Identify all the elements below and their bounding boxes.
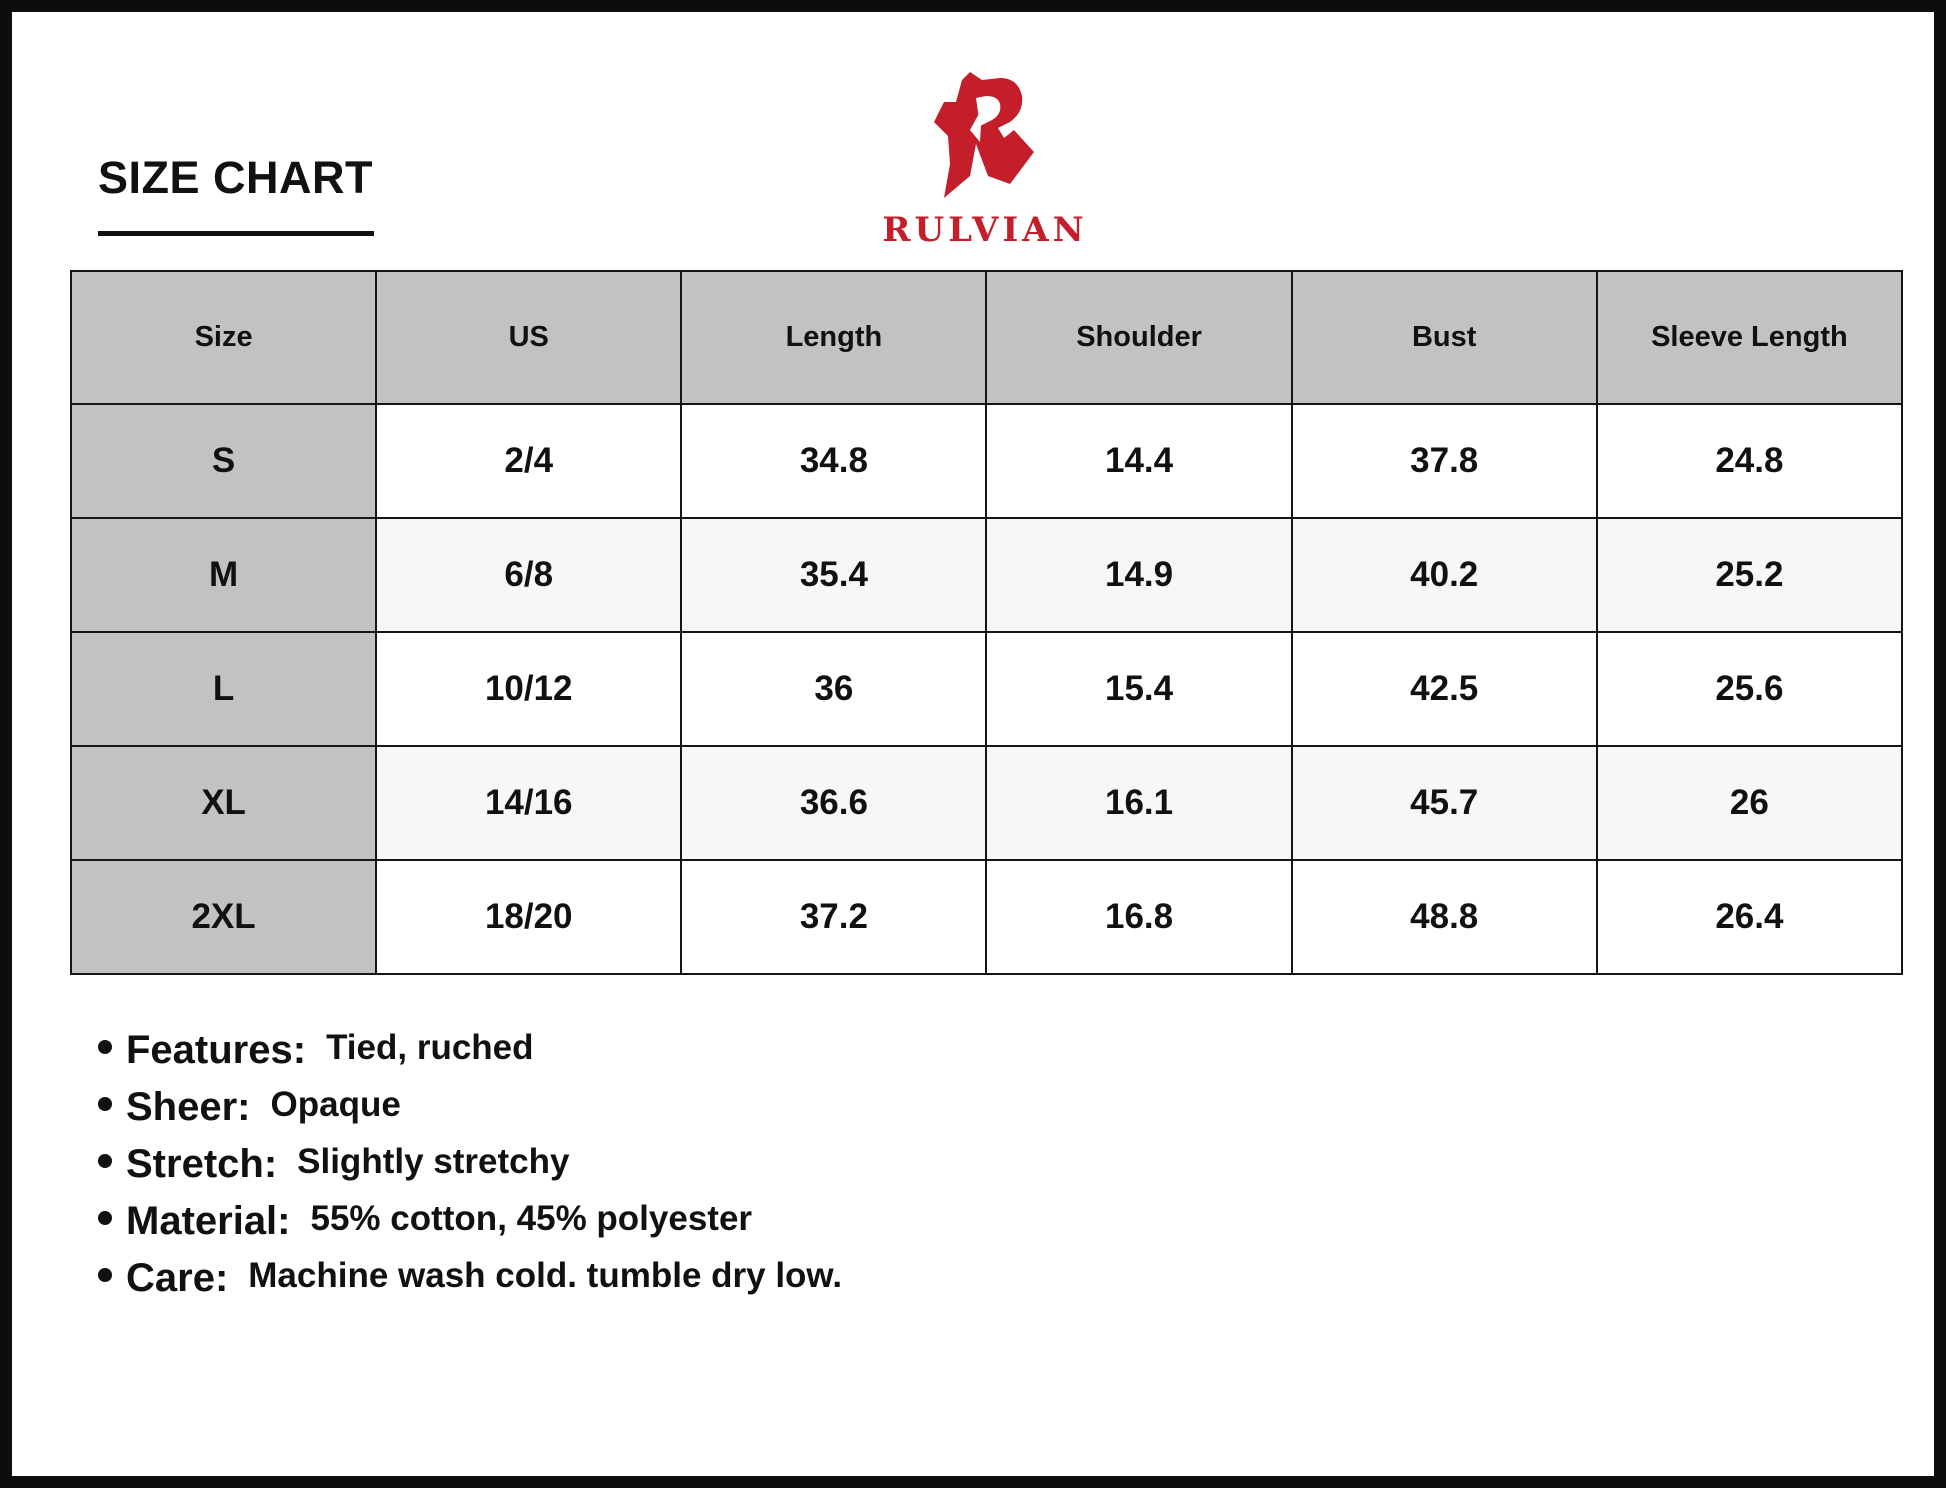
table-cell: 37.8 <box>1292 404 1597 518</box>
bullet-icon <box>98 1040 112 1054</box>
feature-value: 55% cotton, 45% polyester <box>310 1198 753 1238</box>
table-cell: 14/16 <box>376 746 681 860</box>
feature-value: Tied, ruched <box>326 1027 534 1067</box>
size-cell: XL <box>71 746 376 860</box>
size-table <box>70 270 1903 975</box>
table-row <box>71 860 1902 974</box>
table-cell: 36.6 <box>681 746 986 860</box>
table-cell: 15.4 <box>986 632 1291 746</box>
list-item <box>98 1136 842 1193</box>
table-row <box>71 518 1902 632</box>
table-cell: 26.4 <box>1597 860 1902 974</box>
bullet-icon <box>98 1154 112 1168</box>
column-header: Sleeve Length <box>1597 271 1902 404</box>
table-cell: 36 <box>681 632 986 746</box>
list-item <box>98 1022 842 1079</box>
table-cell: 14.9 <box>986 518 1291 632</box>
feature-label: Care: <box>126 1256 229 1300</box>
table-cell: 34.8 <box>681 404 986 518</box>
table-row <box>71 746 1902 860</box>
feature-label: Material: <box>126 1199 291 1243</box>
column-header: Size <box>71 271 376 404</box>
size-cell: 2XL <box>71 860 376 974</box>
brand-name: RULVIAN <box>882 210 1088 250</box>
feature-label: Sheer: <box>126 1085 251 1129</box>
table-cell: 42.5 <box>1292 632 1597 746</box>
table-cell: 45.7 <box>1292 746 1597 860</box>
size-cell: L <box>71 632 376 746</box>
feature-label: Stretch: <box>126 1142 278 1186</box>
bullet-icon <box>98 1268 112 1282</box>
table-row <box>71 632 1902 746</box>
table-header-row <box>71 271 1902 404</box>
size-cell: M <box>71 518 376 632</box>
size-cell: S <box>71 404 376 518</box>
feature-label: Features: <box>126 1028 307 1072</box>
feature-value: Machine wash cold. tumble dry low. <box>248 1255 843 1295</box>
table-cell: 10/12 <box>376 632 681 746</box>
table-cell: 6/8 <box>376 518 681 632</box>
table-cell: 16.1 <box>986 746 1291 860</box>
brand-logo <box>870 72 1100 250</box>
table-cell: 26 <box>1597 746 1902 860</box>
table-cell: 35.4 <box>681 518 986 632</box>
table-row <box>71 404 1902 518</box>
table-cell: 40.2 <box>1292 518 1597 632</box>
table-cell: 37.2 <box>681 860 986 974</box>
table-cell: 24.8 <box>1597 404 1902 518</box>
column-header: US <box>376 271 681 404</box>
column-header: Length <box>681 271 986 404</box>
table-cell: 14.4 <box>986 404 1291 518</box>
table-cell: 16.8 <box>986 860 1291 974</box>
table-cell: 25.2 <box>1597 518 1902 632</box>
list-item <box>98 1193 842 1250</box>
feature-value: Opaque <box>270 1084 401 1124</box>
rulvian-r-logo-icon <box>930 72 1042 198</box>
title-underline <box>98 231 374 236</box>
feature-value: Slightly stretchy <box>297 1141 570 1181</box>
table-cell: 2/4 <box>376 404 681 518</box>
table-cell: 48.8 <box>1292 860 1597 974</box>
table-cell: 25.6 <box>1597 632 1902 746</box>
table-cell: 18/20 <box>376 860 681 974</box>
column-header: Bust <box>1292 271 1597 404</box>
column-header: Shoulder <box>986 271 1291 404</box>
bullet-icon <box>98 1097 112 1111</box>
page-title: SIZE CHART <box>98 152 373 203</box>
features-list <box>98 1022 842 1307</box>
bullet-icon <box>98 1211 112 1225</box>
list-item <box>98 1250 842 1307</box>
list-item <box>98 1079 842 1136</box>
